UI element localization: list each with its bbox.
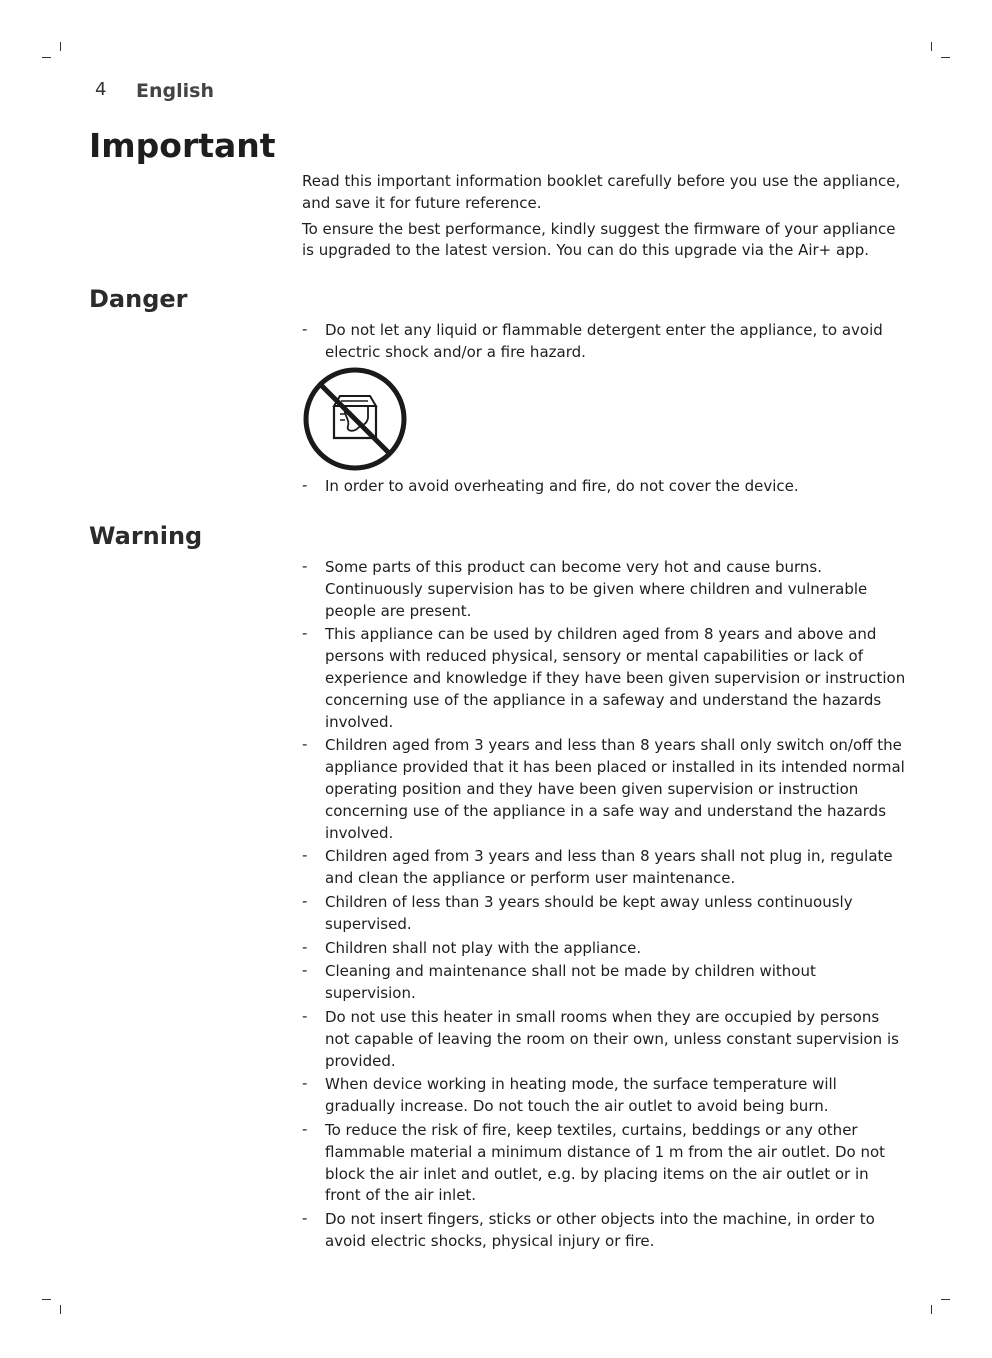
list-item: - To reduce the risk of fire, keep textiles, curtains, beddings or any other flammable material a minimum distance of 1 m from the air outlet. Do not block the air inlet and outlet, e.g. by placing items on the air outlet or in front of the air inlet.	[302, 1119, 886, 1205]
list-item: - Children of less than 3 years should be kept away unless continuously supervised.	[302, 891, 853, 933]
list-item: - Do not use this heater in small rooms when they are occupied by persons not capable of leaving the room on their own, unless constant supervision is provided.	[302, 1006, 899, 1070]
important-heading: Important	[89, 126, 276, 165]
danger-list-1	[302, 320, 906, 366]
list-item: - This appliance can be used by children aged from 8 years and above and persons with reduced physical, sensory or mental capabilities or lack of experience and knowledge if they have been given supervision or instruction concerning use of the appliance in a safeway and understand the hazards involved.	[302, 624, 906, 731]
warning-list	[302, 557, 906, 1255]
no-cover-prohibition-icon	[302, 366, 408, 472]
crop-mark	[931, 1305, 932, 1314]
warning-heading: Warning	[89, 522, 203, 550]
crop-mark	[931, 42, 932, 51]
crop-mark	[941, 1299, 950, 1300]
list-item: - In order to avoid overheating and fire, do not cover the device.	[302, 476, 799, 495]
list-item: - Cleaning and maintenance shall not be made by children without supervision.	[302, 961, 816, 1003]
crop-mark	[60, 42, 61, 51]
list-item: - Some parts of this product can become very hot and cause burns. Continuously supervision has to be given where children and vulnerable people are present.	[302, 557, 868, 620]
crop-mark	[941, 57, 950, 58]
crop-mark	[60, 1305, 61, 1314]
crop-mark	[42, 1299, 51, 1300]
language-label: English	[136, 80, 214, 102]
page-number: 4	[95, 79, 107, 100]
danger-list-2	[302, 476, 906, 500]
danger-heading: Danger	[89, 285, 188, 313]
important-paragraph: To ensure the best performance, kindly suggest the firmware of your appliance is upgraded to the latest version. You can do this upgrade via the Air+ app.	[302, 219, 896, 260]
list-item: - Do not let any liquid or flammable detergent enter the appliance, to avoid electric shock and/or a fire hazard.	[302, 320, 883, 361]
list-item: - When device working in heating mode, the surface temperature will gradually increase. Do not touch the air outlet to avoid being burn.	[302, 1074, 837, 1116]
important-paragraph: Read this important information booklet carefully before you use the appliance, and save it for future reference.	[302, 172, 901, 212]
important-section	[302, 171, 906, 266]
list-item: - Do not insert fingers, sticks or other objects into the machine, in order to avoid electric shocks, physical injury or fire.	[302, 1209, 875, 1250]
list-item: - Children aged from 3 years and less than 8 years shall not plug in, regulate and clean the appliance or perform user maintenance.	[302, 846, 893, 888]
crop-mark	[42, 57, 51, 58]
list-item: - Children shall not play with the appliance.	[302, 937, 642, 957]
list-item: - Children aged from 3 years and less than 8 years shall only switch on/off the appliance provided that it has been placed or installed in its intended normal operating position and they have been given supervision or instruction concerning use of the appliance in a safe way and understand the hazards involved.	[302, 735, 905, 842]
